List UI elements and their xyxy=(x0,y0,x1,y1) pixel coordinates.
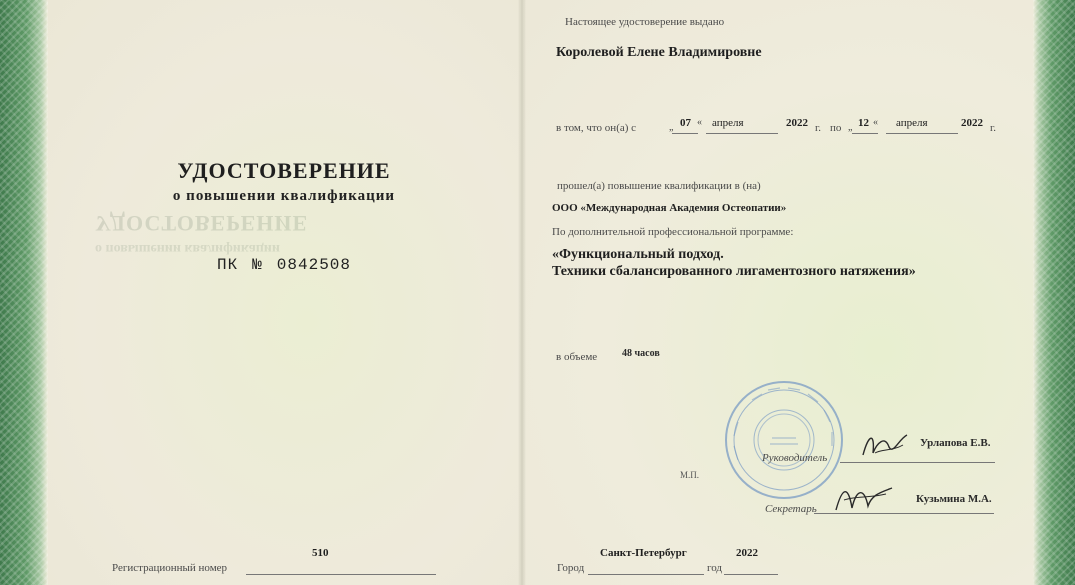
page-fold xyxy=(518,0,526,585)
quote-close-from: « xyxy=(697,117,702,128)
certificate-title: УДОСТОВЕРЕНИЕ xyxy=(177,158,391,183)
issued-to-label: Настоящее удостоверение выдано xyxy=(565,16,725,28)
show-through-subtitle: о повышении квалификации xyxy=(95,241,280,256)
show-through-title: УДОСТОВЕРЕНИЕ xyxy=(95,211,309,236)
left-page xyxy=(48,0,520,585)
to-day-underline xyxy=(852,133,878,134)
program-label: По дополнительной профессиональной программе: xyxy=(552,226,794,238)
program-title-line-1: «Функциональный подход. xyxy=(552,247,724,262)
registration-underline xyxy=(246,574,436,575)
head-name: Урлапова Е.В. xyxy=(920,437,991,449)
volume-value: 48 часов xyxy=(622,348,660,359)
certificate-number xyxy=(48,256,520,274)
seal-place-label: М.П. xyxy=(680,470,700,480)
registration-value: 510 xyxy=(312,547,329,559)
head-label: Руководитель xyxy=(762,452,828,464)
date-to-year: 2022 xyxy=(961,117,983,129)
year-suffix-to: г. xyxy=(990,122,997,134)
from-day-underline xyxy=(672,133,698,134)
year-suffix-from: г. xyxy=(815,122,822,134)
right-guilloche-border xyxy=(1033,0,1075,585)
to-label: по xyxy=(830,122,842,134)
organization-seal-stamp xyxy=(722,378,846,502)
secretary-signature xyxy=(830,478,900,518)
year-value: 2022 xyxy=(736,547,758,559)
left-guilloche-border xyxy=(0,0,48,585)
volume-label: в объеме xyxy=(556,351,598,363)
head-signature xyxy=(855,425,915,465)
city-value: Санкт-Петербург xyxy=(600,547,687,559)
serial-number: 0842508 xyxy=(276,256,352,274)
certificate-subtitle: о повышении квалификации xyxy=(172,188,396,204)
quote-close-to: « xyxy=(873,117,878,128)
date-from-day: 07 xyxy=(680,117,691,129)
recipient-name: Королевой Елене Владимировне xyxy=(556,45,762,60)
registration-label: Регистрационный номер xyxy=(112,562,228,574)
organization-name: ООО «Международная Академия Остеопатии» xyxy=(552,202,787,214)
city-underline xyxy=(588,574,704,575)
quote-open-to: „ xyxy=(848,122,853,133)
from-month-underline xyxy=(706,133,778,134)
date-to-month: апреля xyxy=(896,117,928,129)
secretary-label: Секретарь xyxy=(765,503,817,515)
completed-label: прошел(а) повышение квалификации в (на) xyxy=(557,180,761,192)
series-code: ПК xyxy=(216,256,239,274)
date-to-day: 12 xyxy=(858,117,869,129)
year-label: год xyxy=(707,562,723,574)
date-from-year: 2022 xyxy=(786,117,808,129)
number-sign: № xyxy=(252,256,263,274)
city-label: Город xyxy=(557,562,585,574)
quote-open-from: „ xyxy=(669,122,674,133)
year-underline xyxy=(724,574,778,575)
date-from-month: апреля xyxy=(712,117,744,129)
secretary-name: Кузьмина М.А. xyxy=(916,493,992,505)
in-that-label: в том, что он(а) с xyxy=(556,122,637,134)
to-month-underline xyxy=(886,133,958,134)
program-title-line-2: Техники сбалансированного лигаментозного натяжения» xyxy=(552,264,916,279)
